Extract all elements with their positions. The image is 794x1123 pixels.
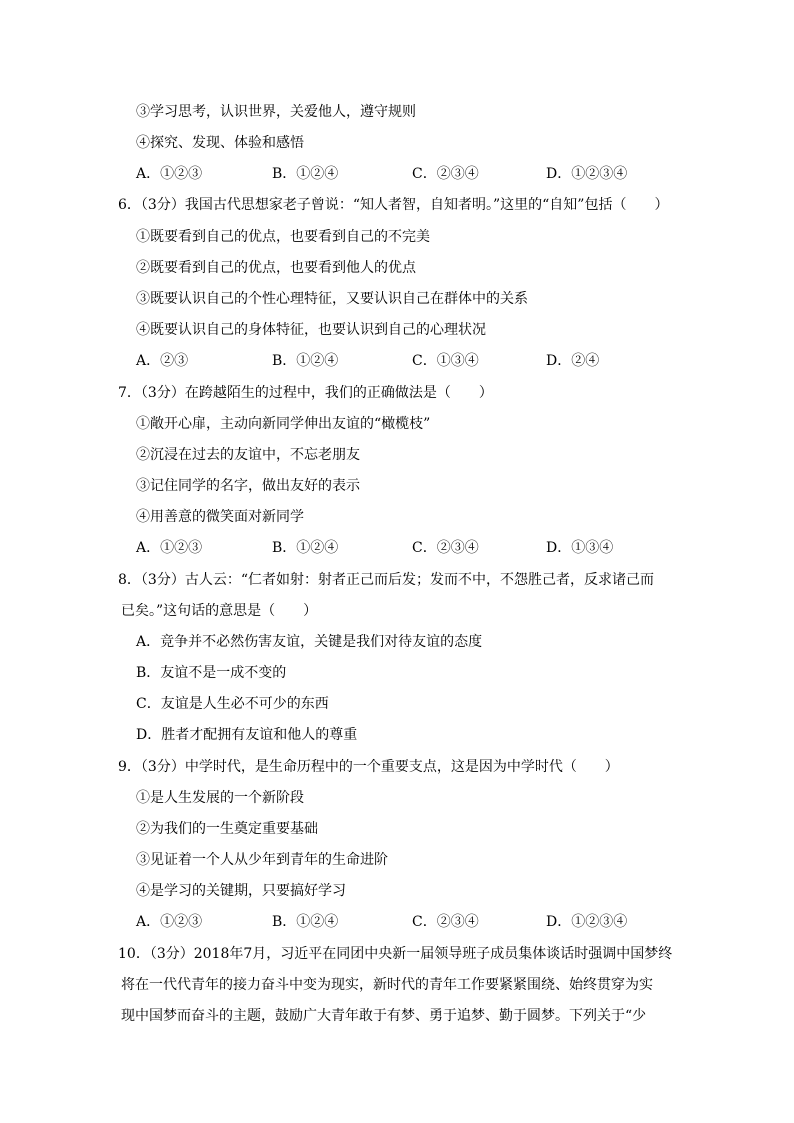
option-d: D．胜者才配拥有友谊和他人的尊重 (136, 727, 358, 743)
statement-2: ②沉浸在过去的友谊中，不忘老朋友 (136, 447, 360, 463)
option-c: C．②③④ (412, 540, 479, 556)
option-c: C．①③④ (412, 353, 479, 369)
option-c: C．②③④ (412, 914, 479, 930)
option-b: B．①②④ (272, 540, 339, 556)
statement-2: ②为我们的一生奠定重要基础 (136, 821, 318, 837)
option-d: D．①②③④ (546, 166, 628, 182)
option-b: B．①②④ (272, 914, 339, 930)
question-7-stem: 7．（3分）在跨越陌生的过程中，我们的正确做法是（ ） (118, 385, 493, 401)
statement-4: ④既要认识自己的身体特征，也要认识到自己的心理状况 (136, 322, 486, 338)
statement-1: ①是人生发展的一个新阶段 (136, 790, 304, 806)
question-9-stem: 9．（3分）中学时代，是生命历程中的一个重要支点，这是因为中学时代（ ） (118, 759, 619, 775)
option-b: B．友谊不是一成不变的 (136, 665, 287, 681)
statement-3: ③记住同学的名字，做出友好的表示 (136, 478, 360, 494)
option-b: B．①②④ (272, 166, 339, 182)
question-10-stem-continued: 将在一代代青年的接力奋斗中变为现实，新时代的青年工作要紧紧围绕、始终贯穿为实 (121, 977, 653, 993)
question-8-stem-continued: 已矣。”这句话的意思是（ ） (121, 603, 318, 619)
statement-1: ①敞开心扉，主动向新同学伸出友谊的“橄榄枝” (136, 416, 431, 432)
statement-2: ②既要看到自己的优点，也要看到他人的优点 (136, 260, 416, 276)
question-10-stem: 10．（3分）2018年7月，习近平在同团中央新一届领导班子成员集体谈话时强调中国梦终 (118, 946, 673, 962)
statement-4: ④是学习的关键期，只要搞好学习 (136, 883, 346, 899)
statement-4: ④用善意的微笑面对新同学 (136, 509, 304, 525)
option-b: B．①②④ (272, 353, 339, 369)
statement-3: ③学习思考，认识世界，关爱他人，遵守规则 (136, 104, 416, 120)
option-a: A．①②③ (136, 540, 203, 556)
option-a: A．①②③ (136, 166, 203, 182)
option-a: A．②③ (136, 353, 189, 369)
statement-1: ①既要看到自己的优点，也要看到自己的不完美 (136, 229, 430, 245)
question-10-stem-continued: 现中国梦而奋斗的主题，鼓励广大青年敢于有梦、勇于追梦、勤于圆梦。下列关于“少 (121, 1008, 647, 1024)
statement-3: ③既要认识自己的个性心理特征，又要认识自己在群体中的关系 (136, 291, 528, 307)
statement-4: ④探究、发现、体验和感悟 (136, 135, 304, 151)
option-d: D．①②③④ (546, 914, 628, 930)
option-d: D．②④ (546, 353, 600, 369)
option-a: A．竞争并不必然伤害友谊，关键是我们对待友谊的态度 (136, 634, 483, 650)
question-8-stem: 8．（3分）古人云：“仁者如射：射者正己而后发；发而不中，不怨胜己者，反求诸己而 (118, 572, 654, 588)
question-6-stem: 6．（3分）我国古代思想家老子曾说：“知人者智，自知者明。”这里的“自知”包括（ ） (118, 197, 669, 213)
option-a: A．①②③ (136, 914, 203, 930)
option-d: D．①③④ (546, 540, 614, 556)
option-c: C．②③④ (412, 166, 479, 182)
statement-3: ③见证着一个人从少年到青年的生命进阶 (136, 852, 388, 868)
option-c: C．友谊是人生必不可少的东西 (136, 696, 329, 712)
